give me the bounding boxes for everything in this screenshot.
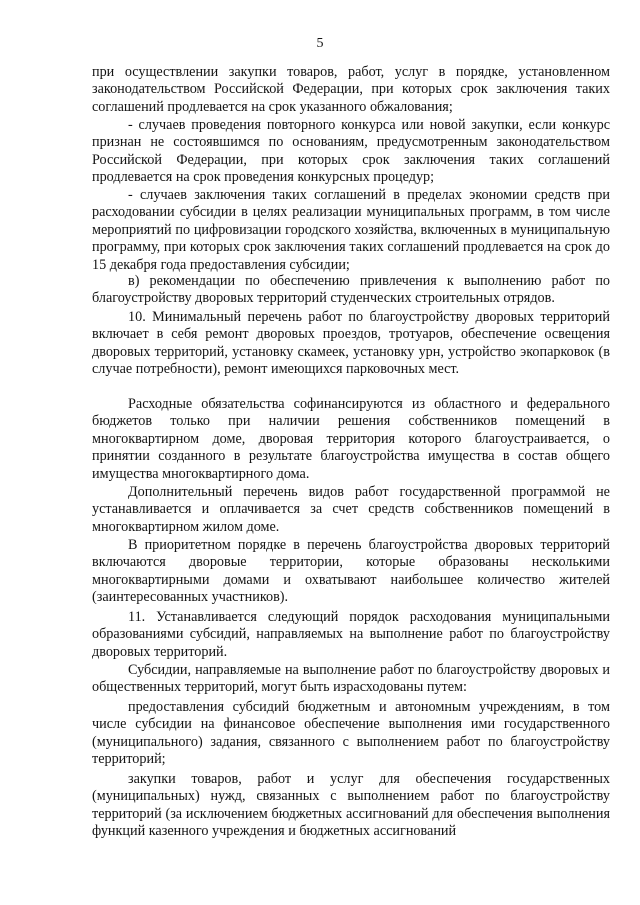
paragraph-procurement-appeal: при осуществлении закупки товаров, работ, услуг в порядке, установленном законодательством Российской Федерации, при которых срок заключения таких соглашений продлевается на срок указанного обжалования;: [92, 64, 610, 115]
paragraph-student-brigades: в) рекомендации по обеспечению привлечения к выполнению работ по благоустройству дворовых территорий студенческих строительных отрядов.: [92, 273, 610, 307]
page-number: 5: [316, 36, 324, 51]
paragraph-repeat-tender: - случаев проведения повторного конкурса или новой закупки, если конкурс признан не состоявшимся по основаниям, предусмотренным законодательством Российской Федерации, при которых срок заключения таких соглашений продлевается на срок проведения конкурсных процедур;: [92, 117, 610, 186]
paragraph-priority: В приоритетном порядке в перечень благоустройства дворовых территорий включаются дворовые территории, которые образованы несколькими многоквартирными домами и охватывают наибольшее количество жителей (заинтересованных участников).: [92, 537, 610, 606]
paragraph-additional-list: Дополнительный перечень видов работ государственной программой не устанавливается и оплачивается за счет средств собственников помещений в многоквартирном жилом доме.: [92, 484, 610, 535]
paragraph-procurement-needs: закупки товаров, работ и услуг для обеспечения государственных (муниципальных) нужд, связанных с выполнением работ по благоустройству территорий (за исключением бюджетных ассигнований для обеспечения выполнения функций казенного учреждения и бюджетных ассигнований: [92, 771, 610, 840]
paragraph-savings: - случаев заключения таких соглашений в пределах экономии средств при расходовании субсидии в целях реализации муниципальных программ, в том числе мероприятий по цифровизации городского хозяйства, включенных в муниципальную программу, при которых срок заключения таких соглашений продлевается на срок до 15 декабря года предоставления субсидии;: [92, 187, 610, 273]
paragraph-subsidies-use: Субсидии, направляемые на выполнение работ по благоустройству дворовых и общественных территорий, могут быть израсходованы путем:: [92, 662, 610, 696]
paragraph-cofinancing: Расходные обязательства софинансируются из областного и федерального бюджетов только при наличии решения собственников помещений в многоквартирном доме, дворовая территория которого благоустраивается, о принятии созданного в результате благоустройства имущества в состав общего имущества многоквартирного дома.: [92, 396, 610, 482]
paragraph-spending-order: 11. Устанавливается следующий порядок расходования муниципальными образованиями субсидий, направляемых на выполнение работ по благоустройству дворовых территорий.: [92, 609, 610, 660]
paragraph-minimal-list: 10. Минимальный перечень работ по благоустройству дворовых территорий включает в себя ремонт дворовых проездов, тротуаров, обеспечение освещения дворовых территорий, установку скамеек, установку урн, устройство экопарковок (в случае потребности), ремонт имеющихся парковочных мест.: [92, 309, 610, 378]
paragraph-institution-subsidies: предоставления субсидий бюджетным и автономным учреждениям, в том числе субсидии на финансовое обеспечение выполнения ими государственного (муниципального) задания, связанного с выполнением работ по благоустройству территорий;: [92, 699, 610, 768]
